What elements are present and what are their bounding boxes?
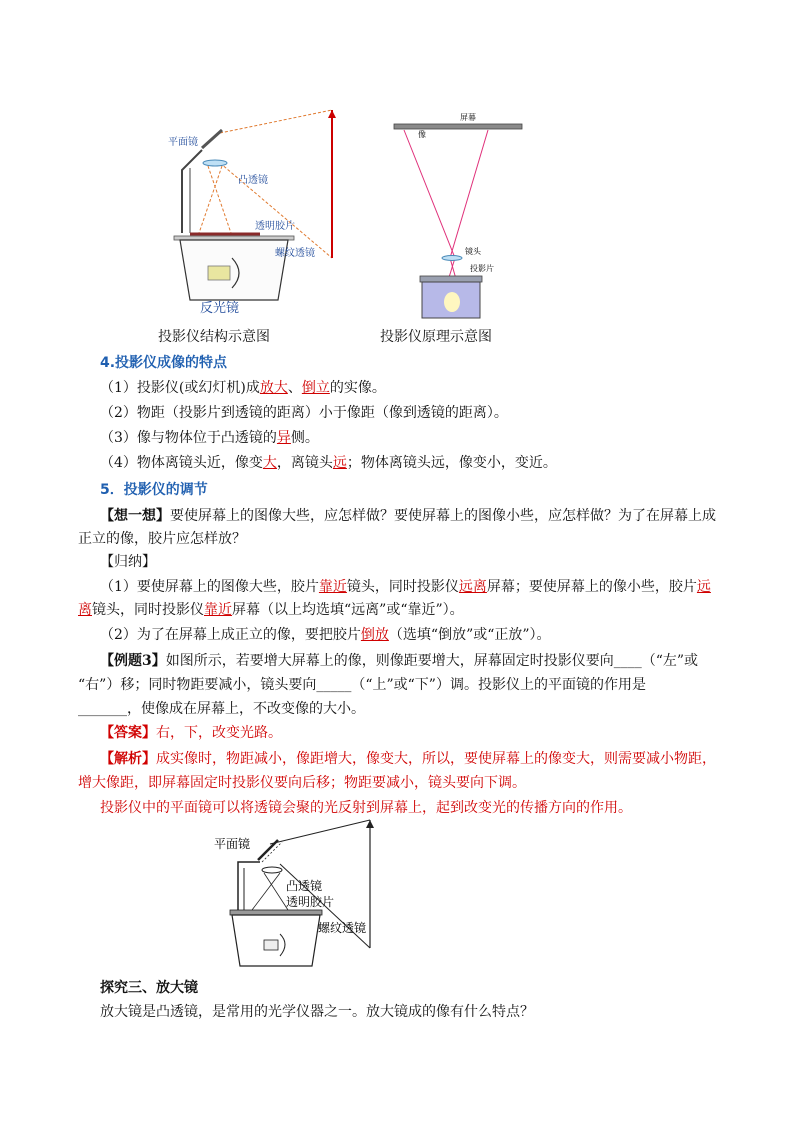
section4-item1	[100, 375, 720, 401]
text: 、	[287, 380, 302, 396]
answer-fill: 异	[276, 430, 291, 446]
section4-title: 4.投影仪成像的特点	[100, 355, 228, 371]
label-screen: 屏幕	[460, 113, 476, 122]
example-projector-diagram	[210, 818, 400, 980]
answer-tag: 【答案】	[100, 725, 156, 741]
example3-line1	[100, 648, 720, 674]
example3-line3: _______，使像成在屏幕上，不改变像的大小。	[78, 701, 365, 717]
answer-fill: 大	[262, 455, 277, 471]
caption-principle: 投影仪原理示意图	[380, 329, 492, 345]
example3-tag: 【例题3】	[100, 653, 166, 669]
label-fresnel: 螺纹透镜	[318, 921, 367, 935]
section5-title: 5．投影仪的调节	[100, 482, 208, 498]
label-convex-lens: 凸透镜	[286, 879, 323, 893]
answer-fill: 倒立	[301, 380, 330, 396]
answer-fill: 远离	[458, 579, 487, 595]
text: 镜头，同时投影仪	[346, 579, 459, 595]
section4-item3	[100, 425, 720, 451]
text: 右，下，改变光路。	[156, 725, 282, 741]
text: 屏幕（以上均选填“远离”或“靠近”）。	[232, 602, 464, 618]
text: （选填“倒放”或“正放”）。	[388, 627, 551, 643]
text: （4）物体离镜头近，像变	[100, 455, 263, 471]
answer-fill: 离	[78, 602, 92, 618]
label-lens: 镜头	[465, 247, 481, 256]
label-convex-lens: 凸透镜	[238, 175, 268, 186]
answer-fill: 远	[696, 579, 711, 595]
text: （3）像与物体位于凸透镜的	[100, 430, 277, 446]
answer-fill: 倒放	[360, 627, 389, 643]
projector-structure-diagram	[160, 108, 350, 318]
example3-analysis-line2: 增大像距，即屏幕固定时投影仪要向后移；物距要减小，镜头要向下调。	[78, 775, 526, 791]
label-image: 像	[418, 130, 426, 139]
text: （1）要使屏幕上的图像大些，胶片	[100, 579, 319, 595]
text: 要使屏幕上的图像大些，应怎样做？要使屏幕上的图像小些，应怎样做？为了在屏幕上成	[170, 508, 716, 524]
caption-structure: 投影仪结构示意图	[158, 329, 270, 345]
summary-item2	[100, 622, 720, 648]
text: 如图所示，若要增大屏幕上的像，则像距要增大，屏幕固定时投影仪要向____（“左”或	[165, 653, 699, 669]
label-mirror: 平面镜	[214, 837, 251, 851]
example3-analysis-line3: 投影仪中的平面镜可以将透镜会聚的光反射到屏幕上，起到改变光的传播方向的作用。	[100, 800, 632, 816]
section4-item4	[100, 450, 720, 476]
summary-item1-line2	[78, 597, 698, 623]
text: 屏幕；要使屏幕上的像小些，胶片	[486, 579, 697, 595]
think-line2: 正立的像，胶片应怎样放？	[78, 531, 246, 547]
answer-fill: 放大	[259, 380, 288, 396]
example3-answer	[100, 720, 720, 746]
label-film: 透明胶片	[255, 221, 295, 232]
text: 成实像时，物距减小，像距增大，像变大，所以，要使屏幕上的像变大，则需要减小物距，	[156, 751, 716, 767]
label-reflector: 反光镜	[200, 301, 240, 316]
text: ，离镜头	[276, 455, 333, 471]
label-film: 透明胶片	[286, 895, 335, 909]
answer-fill: 靠近	[204, 602, 232, 618]
label-slide: 投影片	[470, 264, 494, 273]
text: ；物体离镜头远，像变小，变近。	[346, 455, 557, 471]
text: 侧。	[290, 430, 319, 446]
text: （2）为了在屏幕上成正立的像，要把胶片	[100, 627, 361, 643]
text: （1）投影仪(或幻灯机)成	[100, 380, 260, 396]
section4-item2: （2）物距（投影片到透镜的距离）小于像距（像到透镜的距离）。	[100, 405, 508, 421]
analysis-tag: 【解析】	[100, 751, 156, 767]
text: 镜头，同时投影仪	[92, 602, 204, 618]
example3-analysis-line1	[100, 746, 720, 772]
label-fresnel: 螺纹透镜	[275, 248, 315, 259]
summary-tag: 【归纳】	[100, 554, 156, 570]
section3-title: 探究三、放大镜	[100, 980, 198, 996]
answer-fill: 靠近	[318, 579, 347, 595]
label-mirror: 平面镜	[168, 137, 198, 148]
section3-text: 放大镜是凸透镜，是常用的光学仪器之一。放大镜成的像有什么特点？	[100, 1004, 534, 1020]
example3-line2: “右”）移；同时物距要减小，镜头要向_____（“上”或“下”）调。投影仪上的平面镜的作用是	[78, 677, 646, 693]
think-tag: 【想一想】	[100, 508, 170, 524]
text: 的实像。	[329, 380, 386, 396]
projector-principle-diagram	[390, 110, 530, 320]
answer-fill: 远	[332, 455, 347, 471]
